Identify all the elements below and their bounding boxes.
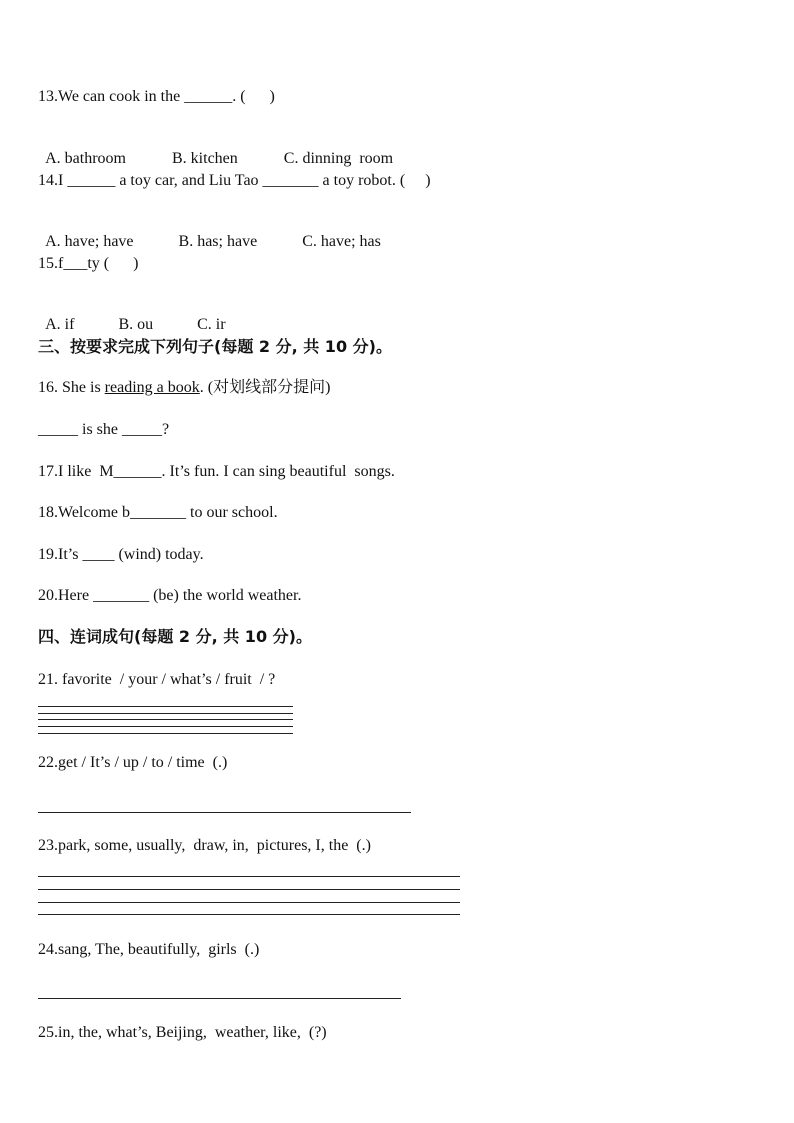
- question-25: 25.in, the, what’s, Beijing, weather, like, (?): [38, 1024, 327, 1041]
- answer-line[interactable]: [38, 726, 293, 727]
- answer-line[interactable]: [38, 733, 293, 734]
- option-a[interactable]: A. have; have: [45, 233, 134, 250]
- question-14-stem: 14.I ______ a toy car, and Liu Tao _______ a toy robot. ( ): [38, 172, 431, 189]
- answer-line[interactable]: [38, 876, 460, 877]
- option-a[interactable]: A. bathroom: [45, 150, 126, 167]
- question-21: 21. favorite / your / what’s / fruit / ?: [38, 671, 276, 688]
- answer-line[interactable]: [38, 812, 411, 813]
- option-a[interactable]: A. if: [45, 316, 75, 333]
- answer-line[interactable]: [38, 713, 293, 714]
- question-14-options: [38, 212, 381, 252]
- question-23: 23.park, some, usually, draw, in, pictures, I, the (.): [38, 837, 371, 854]
- section-4-title: 四、连词成句(每题 2 分, 共 10 分)。: [38, 627, 312, 646]
- answer-line[interactable]: [38, 889, 460, 890]
- question-13-stem: 13.We can cook in the ______. ( ): [38, 88, 275, 105]
- question-20: 20.Here _______ (be) the world weather.: [38, 587, 302, 604]
- answer-line[interactable]: [38, 914, 460, 915]
- option-c[interactable]: C. dinning room: [283, 150, 394, 167]
- answer-line[interactable]: [38, 902, 460, 903]
- question-16-underlined: reading a book: [104, 379, 200, 396]
- option-b[interactable]: B. has; have: [178, 233, 258, 250]
- question-22: 22.get / It’s / up / to / time (.): [38, 754, 228, 771]
- question-24: 24.sang, The, beautifully, girls (.): [38, 941, 260, 958]
- option-b[interactable]: B. ou: [118, 316, 154, 333]
- answer-line[interactable]: [38, 719, 293, 720]
- question-18: 18.Welcome b_______ to our school.: [38, 504, 278, 521]
- question-13-options: [38, 129, 393, 169]
- question-16: [38, 378, 330, 398]
- answer-line[interactable]: [38, 998, 401, 999]
- answer-line[interactable]: [38, 706, 293, 707]
- question-19: 19.It’s ____ (wind) today.: [38, 546, 204, 563]
- section-3-title: 三、按要求完成下列句子(每题 2 分, 共 10 分)。: [38, 337, 392, 356]
- option-b[interactable]: B. kitchen: [172, 150, 238, 167]
- question-16-answer[interactable]: _____ is she _____?: [38, 421, 170, 438]
- option-c[interactable]: C. have; has: [302, 233, 381, 250]
- question-16-prefix: 16. She is: [38, 379, 105, 396]
- question-15-options: [38, 295, 226, 335]
- question-15-stem: 15.f___ty ( ): [38, 255, 139, 272]
- question-17: 17.I like M______. It’s fun. I can sing beautiful songs.: [38, 463, 395, 480]
- question-16-suffix: . (对划线部分提问): [199, 379, 331, 396]
- option-c[interactable]: C. ir: [197, 316, 226, 333]
